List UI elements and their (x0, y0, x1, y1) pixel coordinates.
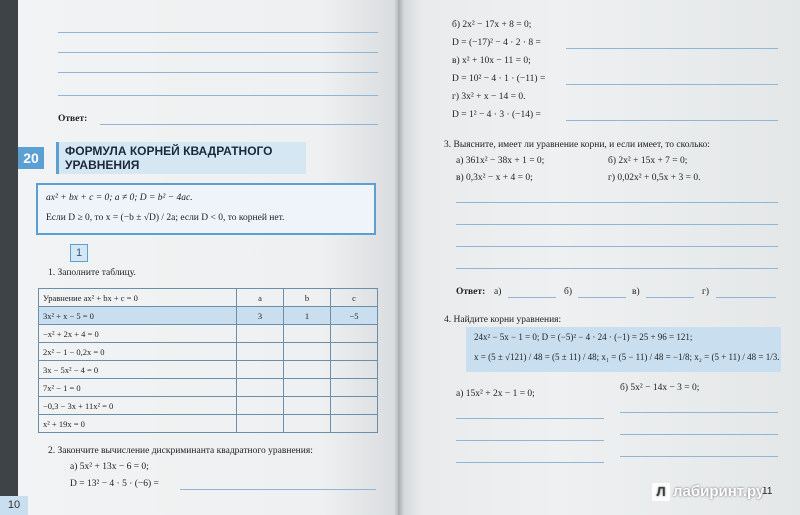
answer-label: Ответ: (58, 114, 88, 124)
watermark (652, 483, 764, 505)
answer-a-label: а) (494, 287, 502, 297)
work-line[interactable] (456, 202, 778, 203)
task-2v-discriminant: D = 10² − 4 · 1 · (−11) = (452, 74, 546, 84)
example-line-1: 24x² − 5x − 1 = 0; D = (−5)² − 4 · 24 · (−1) = 25 + 96 = 121; (474, 332, 693, 342)
example-line-2: x = (5 ± √121) / 48 = (5 ± 11) / 48; x₁ = (5 − 11) / 48 = −1/8; x₂ = (5 + 11) / 48 = 1/3. (474, 352, 780, 362)
formula-line-1: ax² + bx + c = 0; a ≠ 0; D = b² − 4ac. (46, 193, 193, 203)
table-cell: −0,3 − 3x + 11x² = 0 (39, 397, 237, 415)
table-cell[interactable] (284, 361, 331, 379)
worked-example-box (466, 327, 781, 372)
table-cell[interactable] (237, 361, 284, 379)
table-cell[interactable] (284, 379, 331, 397)
answer-g-label: г) (702, 287, 710, 297)
task-2a-equation: а) 5x² + 13x − 6 = 0; (70, 462, 149, 472)
table-cell[interactable] (331, 379, 378, 397)
task-1-text: 1. Заполните таблицу. (48, 268, 136, 278)
table-cell[interactable] (331, 325, 378, 343)
answer-line (100, 124, 378, 125)
table-cell: 3 (237, 307, 284, 325)
table-row (39, 415, 378, 433)
book-gutter (394, 0, 404, 515)
page-number-right: 11 (762, 486, 773, 497)
work-line[interactable] (456, 224, 778, 225)
table-row (39, 307, 378, 325)
work-line[interactable] (620, 412, 778, 413)
table-header-row (39, 289, 378, 307)
work-line[interactable] (620, 434, 778, 435)
task-2v-equation: в) x² + 10x − 11 = 0; (452, 56, 531, 66)
work-line[interactable] (456, 440, 604, 441)
task-2g-discriminant: D = 1² − 4 · 3 · (−14) = (452, 110, 541, 120)
answer-line (58, 32, 378, 33)
answer-blank[interactable] (646, 297, 694, 298)
table-cell: −5 (331, 307, 378, 325)
table-cell: 3x − 5x² − 4 = 0 (39, 361, 237, 379)
task-3-text: 3. Выясните, имеет ли уравнение корни, и если имеет, то сколько: (444, 140, 710, 150)
table-cell[interactable] (237, 325, 284, 343)
section-number-badge: 20 (18, 147, 44, 169)
table-header-cell: b (284, 289, 331, 307)
task-2a-discriminant: D = 13² − 4 · 5 · (−6) = (70, 479, 159, 489)
table-row (39, 361, 378, 379)
table-cell[interactable] (237, 415, 284, 433)
table-row (39, 379, 378, 397)
coefficients-table (38, 288, 378, 433)
task-4a-equation: а) 15x² + 2x − 1 = 0; (456, 389, 535, 399)
watermark-text: лабиринт.ру (673, 483, 765, 500)
table-cell[interactable] (331, 397, 378, 415)
table-cell[interactable] (331, 343, 378, 361)
task-number-icon: 1 (70, 244, 88, 262)
answer-blank[interactable] (566, 84, 778, 85)
answer-blank[interactable] (716, 297, 776, 298)
task-2b-equation: б) 2x² − 17x + 8 = 0; (452, 20, 532, 30)
answer-blank[interactable] (180, 489, 376, 490)
work-line[interactable] (456, 268, 778, 269)
answer-v-label: в) (632, 287, 640, 297)
task-3a-equation: а) 361x² − 38x + 1 = 0; (456, 156, 545, 166)
table-cell: 1 (284, 307, 331, 325)
answer-blank[interactable] (566, 120, 778, 121)
answer-blank[interactable] (508, 297, 556, 298)
table-cell[interactable] (237, 343, 284, 361)
answer-label-task3: Ответ: (456, 287, 486, 297)
task-3g-equation: г) 0,02x² + 0,5x + 3 = 0. (608, 173, 701, 183)
answer-blank[interactable] (578, 297, 626, 298)
answer-line (58, 72, 378, 73)
answer-line (58, 52, 378, 53)
table-cell[interactable] (331, 415, 378, 433)
task-3b-equation: б) 2x² + 15x + 7 = 0; (608, 156, 688, 166)
work-line[interactable] (456, 462, 604, 463)
table-cell: 2x² − 1 − 0,2x = 0 (39, 343, 237, 361)
table-cell[interactable] (284, 325, 331, 343)
answer-blank[interactable] (566, 48, 778, 49)
table-cell: 7x² − 1 = 0 (39, 379, 237, 397)
table-row (39, 343, 378, 361)
table-cell[interactable] (331, 361, 378, 379)
task-2g-equation: г) 3x² + x − 14 = 0. (452, 92, 526, 102)
table-header-cell: a (237, 289, 284, 307)
table-cell[interactable] (237, 379, 284, 397)
task-3v-equation: в) 0,3x² − x + 4 = 0; (456, 173, 533, 183)
table-row (39, 325, 378, 343)
task-2b-discriminant: D = (−17)² − 4 · 2 · 8 = (452, 38, 541, 48)
formula-line-2: Если D ≥ 0, то x = (−b ± √D) / 2a; если D < 0, то корней нет. (46, 213, 285, 223)
page-number-left: 10 (0, 496, 28, 515)
answer-b-label: б) (564, 287, 572, 297)
formula-box (36, 183, 376, 235)
table-header-cell: Уравнение ax² + bx + c = 0 (39, 289, 237, 307)
right-page (398, 0, 800, 515)
table-cell[interactable] (284, 415, 331, 433)
table-cell: −x² + 2x + 4 = 0 (39, 325, 237, 343)
work-line[interactable] (456, 246, 778, 247)
section-title: ФОРМУЛА КОРНЕЙ КВАДРАТНОГО УРАВНЕНИЯ (56, 142, 306, 174)
table-row (39, 397, 378, 415)
task-4-text: 4. Найдите корни уравнения: (444, 315, 562, 325)
table-cell[interactable] (237, 397, 284, 415)
table-cell[interactable] (284, 397, 331, 415)
task-2-text: 2. Закончите вычисление дискриминанта квадратного уравнения: (48, 446, 313, 456)
answer-line (58, 95, 378, 96)
work-line[interactable] (456, 418, 604, 419)
task-4b-equation: б) 5x² − 14x − 3 = 0; (620, 383, 700, 393)
labirint-logo-icon: Л (652, 483, 670, 501)
work-line[interactable] (620, 456, 778, 457)
table-cell[interactable] (284, 343, 331, 361)
table-header-cell: c (331, 289, 378, 307)
table-cell: 3x² + x − 5 = 0 (39, 307, 237, 325)
table-cell: x² + 19x = 0 (39, 415, 237, 433)
